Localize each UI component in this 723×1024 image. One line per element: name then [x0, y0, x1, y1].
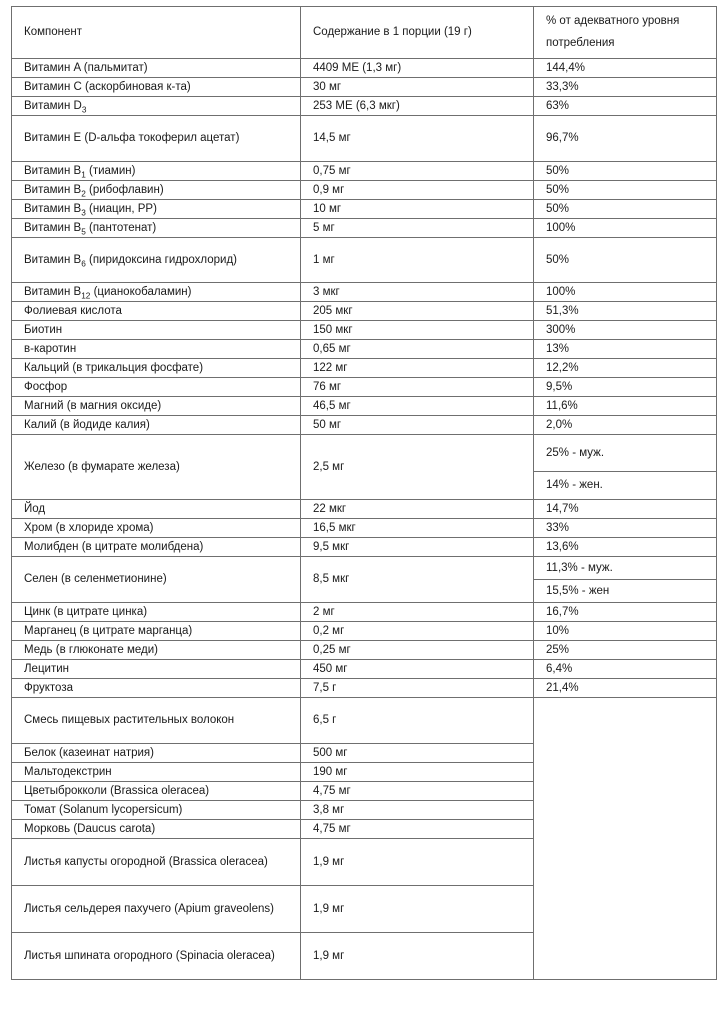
- component-name: Фруктоза: [12, 679, 301, 698]
- component-name-suffix: (пиридоксина гидрохлорид): [85, 253, 238, 266]
- subscript: 3: [81, 104, 87, 114]
- component-percent: 63%: [534, 97, 717, 116]
- table-body: [12, 59, 717, 980]
- component-percent: 13%: [534, 340, 717, 359]
- component-name: [12, 200, 301, 219]
- component-name: Томат (Solanum lycopersicum): [12, 801, 301, 820]
- component-name-suffix: (рибофлавин): [85, 183, 164, 196]
- component-percent: 10%: [534, 622, 717, 641]
- component-amount: 1,9 мг: [301, 933, 534, 980]
- component-amount: 150 мкг: [301, 321, 534, 340]
- table-row: [12, 378, 717, 397]
- component-percent: 12,2%: [534, 359, 717, 378]
- component-percent: 50%: [534, 238, 717, 283]
- nutrition-facts-table: [11, 6, 717, 980]
- component-name: Марганец (в цитрате марганца): [12, 622, 301, 641]
- component-percent-female: 15,5% - жен: [534, 580, 717, 603]
- component-percent: 13,6%: [534, 538, 717, 557]
- component-amount: 2 мг: [301, 603, 534, 622]
- component-percent: 144,4%: [534, 59, 717, 78]
- table-row: [12, 321, 717, 340]
- subscript: 2: [81, 188, 86, 198]
- component-percent: 33%: [534, 519, 717, 538]
- component-name: в-каротин: [12, 340, 301, 359]
- component-name: Хром (в хлориде хрома): [12, 519, 301, 538]
- component-amount: 253 МЕ (6,3 мкг): [301, 97, 534, 116]
- table-row: [12, 519, 717, 538]
- component-name-text: Витамин B: [24, 253, 82, 266]
- component-percent: 51,3%: [534, 302, 717, 321]
- component-name: Магний (в магния оксиде): [12, 397, 301, 416]
- component-percent: 300%: [534, 321, 717, 340]
- table-row: [12, 219, 717, 238]
- component-amount: 0,65 мг: [301, 340, 534, 359]
- table-row: [12, 557, 717, 580]
- component-percent: 25%: [534, 641, 717, 660]
- component-name-suffix: (ниацин, PP): [85, 202, 157, 215]
- component-amount: 8,5 мкг: [301, 557, 534, 603]
- component-amount: 3 мкг: [301, 283, 534, 302]
- component-name: [12, 219, 301, 238]
- table-row: [12, 641, 717, 660]
- component-amount: 122 мг: [301, 359, 534, 378]
- component-name: Цветыброкколи (Brassica oleracea): [12, 782, 301, 801]
- table-row: [12, 116, 717, 162]
- component-amount: 4,75 мг: [301, 820, 534, 839]
- component-name-suffix: (пантотенат): [85, 221, 157, 234]
- component-name-suffix: (тиамин): [85, 164, 136, 177]
- component-name: Морковь (Daucus carota): [12, 820, 301, 839]
- component-percent-empty-merged: [534, 698, 717, 980]
- subscript: 5: [81, 226, 86, 236]
- component-name-text: Витамин D: [24, 99, 82, 112]
- column-header-component: Компонент: [12, 7, 301, 59]
- table-row: [12, 660, 717, 679]
- component-name: Витамин C (аскорбиновая к-та): [12, 78, 301, 97]
- component-amount: 205 мкг: [301, 302, 534, 321]
- component-amount: 22 мкг: [301, 500, 534, 519]
- table-row: [12, 416, 717, 435]
- column-header-percent: [534, 7, 717, 59]
- component-name: [12, 97, 301, 116]
- component-amount: 50 мг: [301, 416, 534, 435]
- subscript: 12: [81, 290, 91, 300]
- component-percent: 100%: [534, 283, 717, 302]
- component-name-text: Витамин B: [24, 202, 82, 215]
- component-amount: 16,5 мкг: [301, 519, 534, 538]
- component-amount: 4409 МЕ (1,3 мг): [301, 59, 534, 78]
- component-amount: 190 мг: [301, 763, 534, 782]
- component-name: Фосфор: [12, 378, 301, 397]
- component-name: [12, 238, 301, 283]
- component-name: Биотин: [12, 321, 301, 340]
- component-name: Фолиевая кислота: [12, 302, 301, 321]
- component-amount: 76 мг: [301, 378, 534, 397]
- component-percent: 21,4%: [534, 679, 717, 698]
- subscript: 3: [81, 207, 86, 217]
- component-percent: 2,0%: [534, 416, 717, 435]
- table-row: [12, 302, 717, 321]
- component-amount: 1,9 мг: [301, 839, 534, 886]
- component-percent: 96,7%: [534, 116, 717, 162]
- component-percent: 6,4%: [534, 660, 717, 679]
- component-name: Кальций (в трикальция фосфате): [12, 359, 301, 378]
- component-amount: 10 мг: [301, 200, 534, 219]
- component-percent: 16,7%: [534, 603, 717, 622]
- table-row: [12, 181, 717, 200]
- table-row: [12, 238, 717, 283]
- component-name: Калий (в йодиде калия): [12, 416, 301, 435]
- component-name: Селен (в селенметионине): [12, 557, 301, 603]
- component-percent: 50%: [534, 200, 717, 219]
- component-name: Листья капусты огородной (Brassica oleracea): [12, 839, 301, 886]
- table-row: [12, 97, 717, 116]
- component-name: Смесь пищевых растительных волокон: [12, 698, 301, 744]
- table-row: [12, 538, 717, 557]
- component-amount: 0,2 мг: [301, 622, 534, 641]
- component-name-text: Витамин B: [24, 183, 82, 196]
- component-name-text: Витамин B: [24, 221, 82, 234]
- table-row: [12, 162, 717, 181]
- table-header-row: [12, 7, 717, 59]
- table-row: [12, 679, 717, 698]
- component-name-text: Витамин B: [24, 285, 82, 298]
- subscript: 6: [81, 258, 86, 268]
- component-name-text: Витамин B: [24, 164, 82, 177]
- table-row: [12, 359, 717, 378]
- component-name: [12, 181, 301, 200]
- component-amount: 0,75 мг: [301, 162, 534, 181]
- component-amount: 0,9 мг: [301, 181, 534, 200]
- component-name: Листья шпината огородного (Spinacia oleracea): [12, 933, 301, 980]
- component-percent: 9,5%: [534, 378, 717, 397]
- component-amount: 7,5 г: [301, 679, 534, 698]
- component-amount: 9,5 мкг: [301, 538, 534, 557]
- component-name: Железо (в фумарате железа): [12, 435, 301, 500]
- table-row: [12, 283, 717, 302]
- subscript: 1: [81, 169, 86, 179]
- component-percent: 50%: [534, 181, 717, 200]
- component-amount: 30 мг: [301, 78, 534, 97]
- table-row: [12, 500, 717, 519]
- component-name: [12, 283, 301, 302]
- component-name: Витамин A (пальмитат): [12, 59, 301, 78]
- table-row: [12, 698, 717, 744]
- component-name: Витамин E (D-альфа токоферил ацетат): [12, 116, 301, 162]
- component-percent: 33,3%: [534, 78, 717, 97]
- column-header-amount: Содержание в 1 порции (19 г): [301, 7, 534, 59]
- table-row: [12, 59, 717, 78]
- component-percent-male: 11,3% - муж.: [534, 557, 717, 580]
- component-amount: 3,8 мг: [301, 801, 534, 820]
- table-row: [12, 622, 717, 641]
- table-row: [12, 435, 717, 472]
- component-percent: 11,6%: [534, 397, 717, 416]
- component-amount: 4,75 мг: [301, 782, 534, 801]
- component-amount: 5 мг: [301, 219, 534, 238]
- table-row: [12, 340, 717, 359]
- component-amount: 450 мг: [301, 660, 534, 679]
- component-name: Молибден (в цитрате молибдена): [12, 538, 301, 557]
- component-amount: 500 мг: [301, 744, 534, 763]
- component-name: Йод: [12, 500, 301, 519]
- column-header-percent-line2: потребления: [546, 36, 615, 49]
- table-row: [12, 200, 717, 219]
- component-amount: 2,5 мг: [301, 435, 534, 500]
- table-row: [12, 397, 717, 416]
- component-amount: 14,5 мг: [301, 116, 534, 162]
- component-name: Листья сельдерея пахучего (Apium graveolens): [12, 886, 301, 933]
- component-name: Белок (казеинат натрия): [12, 744, 301, 763]
- column-header-percent-line1: % от адекватного уровня: [546, 15, 680, 28]
- component-name: Цинк (в цитрате цинка): [12, 603, 301, 622]
- component-amount: 6,5 г: [301, 698, 534, 744]
- component-amount: 46,5 мг: [301, 397, 534, 416]
- table-header: [12, 7, 717, 59]
- component-name: Лецитин: [12, 660, 301, 679]
- component-amount: 1 мг: [301, 238, 534, 283]
- component-amount: 1,9 мг: [301, 886, 534, 933]
- component-percent: 50%: [534, 162, 717, 181]
- component-name: [12, 162, 301, 181]
- component-amount: 0,25 мг: [301, 641, 534, 660]
- component-percent-male: 25% - муж.: [534, 435, 717, 472]
- component-name: Медь (в глюконате меди): [12, 641, 301, 660]
- component-percent: 14,7%: [534, 500, 717, 519]
- table-row: [12, 603, 717, 622]
- component-name-suffix: (цианокобаламин): [90, 285, 192, 298]
- table-row: [12, 78, 717, 97]
- component-name: Мальтодекстрин: [12, 763, 301, 782]
- component-percent: 100%: [534, 219, 717, 238]
- component-percent-female: 14% - жен.: [534, 472, 717, 500]
